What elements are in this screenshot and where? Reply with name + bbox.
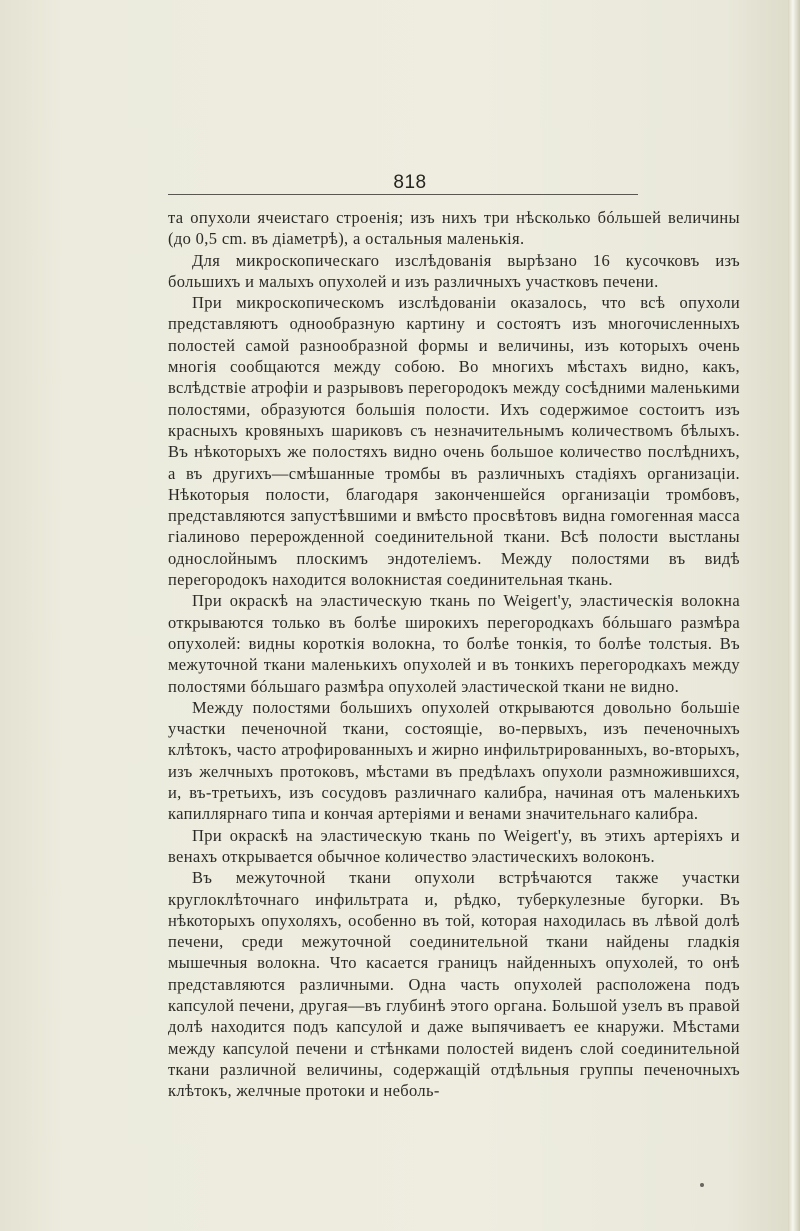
paragraph-7: Въ межуточной ткани опухоли встрѣчаются также участки круглоклѣточнаго инфильтрата и, рѣдко, туберкулезные бугорки. Въ нѣкоторыхъ опухоляхъ, особенно въ той, которая находилась въ лѣвой долѣ печени, среди межуточной соединительной ткани найдены гладкія мышечныя волокна. Что касается границъ найденныхъ опухолей, то онѣ представляются различными. Одна часть опухолей расположена подъ капсулой печени, другая—въ глубинѣ этого органа. Большой узелъ въ правой долѣ находится подъ капсулой и даже выпячиваетъ ее кнаружи. Мѣстами между капсулой печени и стѣнками полостей виденъ слой соединительной ткани различной величины, содержащій отдѣльныя группы печеночныхъ клѣтокъ, желчные протоки и неболь- bbox=[168, 868, 740, 1101]
paragraph-1: та опухоли ячеистаго строенія; изъ нихъ три нѣсколько бóльшей величины (до 0,5 cm. въ діаметрѣ), а остальныя маленькія. bbox=[168, 208, 740, 249]
paragraph-2: Для микроскопическаго изслѣдованія вырѣзано 16 кусочковъ изъ большихъ и малыхъ опухолей и изъ различныхъ участковъ печени. bbox=[168, 250, 740, 291]
header-rule bbox=[168, 194, 638, 195]
page-number: 818 bbox=[393, 172, 427, 193]
ink-speck bbox=[700, 1183, 704, 1187]
paragraph-6: При окраскѣ на эластическую ткань по Weigert'у, въ этихъ артеріяхъ и венахъ открывается обычное количество эластическихъ волоконъ. bbox=[168, 825, 740, 866]
paragraph-5: Между полостями большихъ опухолей открываются довольно большіе участки печеночной ткани, состоящіе, во-первыхъ, изъ печеночныхъ клѣтокъ, часто атрофированныхъ и жирно инфильтрированныхъ, во-вторыхъ, изъ желчныхъ протоковъ, мѣстами въ предѣлахъ опухоли размножившихся, и, въ-третьихъ, изъ сосудовъ различнаго калибра, начиная отъ маленькихъ капиллярнаго типа и кончая артеріями и венами значительнаго калибра. bbox=[168, 697, 740, 824]
page-edge bbox=[788, 0, 800, 1231]
body-text bbox=[168, 207, 740, 1101]
paragraph-3: При микроскопическомъ изслѣдованіи оказалось, что всѣ опухоли представляютъ однообразную картину и состоятъ изъ многочисленныхъ полостей самой разнообразной формы и величины, изъ которыхъ очень многія сообщаются между собою. Во многихъ мѣстахъ видно, какъ, вслѣдствіе атрофіи и разрывовъ перегородокъ между сосѣдними маленькими полостями, образуются большія полости. Ихъ содержимое состоитъ изъ красныхъ кровяныхъ шариковъ съ незначительнымъ количествомъ бѣлыхъ. Въ нѣкоторыхъ же полостяхъ видно очень большое количество послѣднихъ, а въ другихъ—смѣшанные тромбы въ различныхъ стадіяхъ организаціи. Нѣкоторыя полости, благодаря законченшейся организаціи тромбовъ, представляются запустѣвшими и вмѣсто просвѣтовъ видна гомогенная масса гіалиново перерожденной соединительной ткани. Всѣ полости выстланы однослойнымъ плоскимъ эндотеліемъ. Между полостями въ видѣ перегородокъ находится волокнистая соединительная ткань. bbox=[168, 293, 740, 590]
paragraph-4: При окраскѣ на эластическую ткань по Weigert'у, эластическія волокна открываются только въ болѣе широкихъ перегородкахъ бóльшаго размѣра опухолей: видны короткія волокна, то болѣе тонкія, то болѣе толстыя. Въ межуточной ткани маленькихъ опухолей и въ тонкихъ перегородкахъ между полостями бóльшаго размѣра опухолей эластической ткани не видно. bbox=[168, 591, 740, 696]
